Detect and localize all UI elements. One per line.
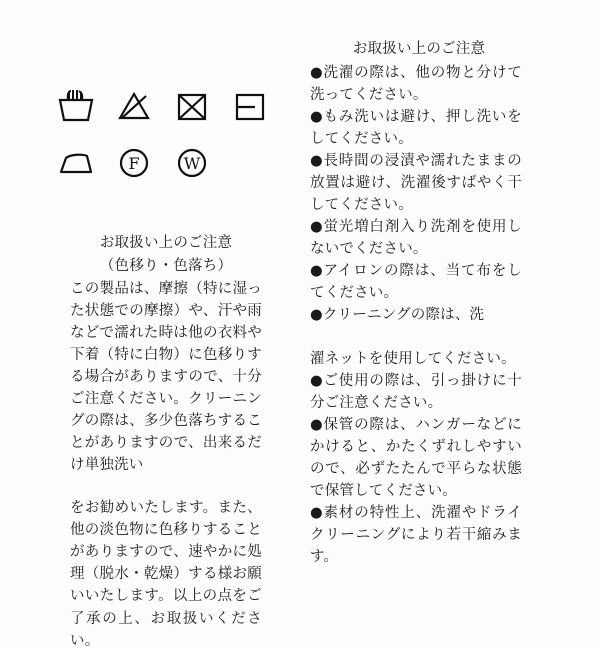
left-care-text-column: [70, 232, 262, 652]
right-column-item: ●ご使用の際は、引っ掛けに十分ご注意ください。: [310, 373, 522, 412]
left-column-heading: お取扱い上のご注意: [99, 235, 233, 251]
left-column-paragraph-2: をお勧めいたします。また、他の淡色物に色移りすることがありますので、速やかに処理（脱水・乾燥）する様お願いいたします。以上の点をご了承の上、お取扱いください。: [70, 500, 262, 649]
right-column-item: 濯ネットを使用してください。: [310, 351, 516, 368]
right-column-item: ●保管の際は、ハンガーなどにかけると、かたくずれしやすいので、必ずたたんで平らな状態で保管してください。: [310, 417, 522, 500]
care-symbol-group: [56, 86, 276, 198]
iron-symbol: [56, 142, 96, 182]
dryclean-f-circle-symbol: [114, 142, 154, 182]
right-column-item: ●洗濯の際は、他の物と分けて洗ってください。: [310, 65, 522, 104]
right-column-item: ●クリーニングの際は、洗: [310, 307, 485, 324]
right-column-item: ●蛍光増白剤入り洗剤を使用しないでください。: [310, 219, 522, 258]
right-column-item: ●素材の特性上、洗濯やドライクリーニングにより若干縮みます。: [310, 505, 522, 566]
wetclean-w-circle-symbol: [172, 142, 212, 182]
care-symbol-row-1: [56, 86, 276, 126]
left-column-paragraph-1: この製品は、摩擦（特に湿った状態での摩擦）や、汗や雨などで濡れた時は他の衣料や下着（特に白物）に色移りする場合がありますので、十分ご注意ください。クリーニングの際は、多少色落ちすることがありますので、出来るだけ単独洗い: [70, 281, 262, 474]
left-column-subheading: （色移り・色落ち）: [99, 258, 233, 275]
right-care-text-column: [310, 38, 522, 568]
right-column-item: ●長時間の浸漬や濡れたままの放置は避け、洗濯後すばやく干してください。: [310, 153, 522, 214]
svg-text:F: F: [128, 154, 140, 173]
care-symbol-row-2: [56, 142, 276, 182]
wash-tub-hand-symbol: [56, 86, 96, 126]
svg-text:W: W: [183, 154, 201, 173]
no-bleach-triangle-symbol: [114, 86, 154, 126]
no-tumble-dry-square-symbol: [172, 86, 212, 126]
right-column-item: ●アイロンの際は、当て布をしてください。: [310, 263, 522, 302]
right-column-heading: お取扱い上のご注意: [352, 41, 486, 57]
right-column-item: ●もみ洗いは避け、押し洗いをしてください。: [310, 109, 522, 148]
dry-flat-square-symbol: [230, 86, 270, 126]
